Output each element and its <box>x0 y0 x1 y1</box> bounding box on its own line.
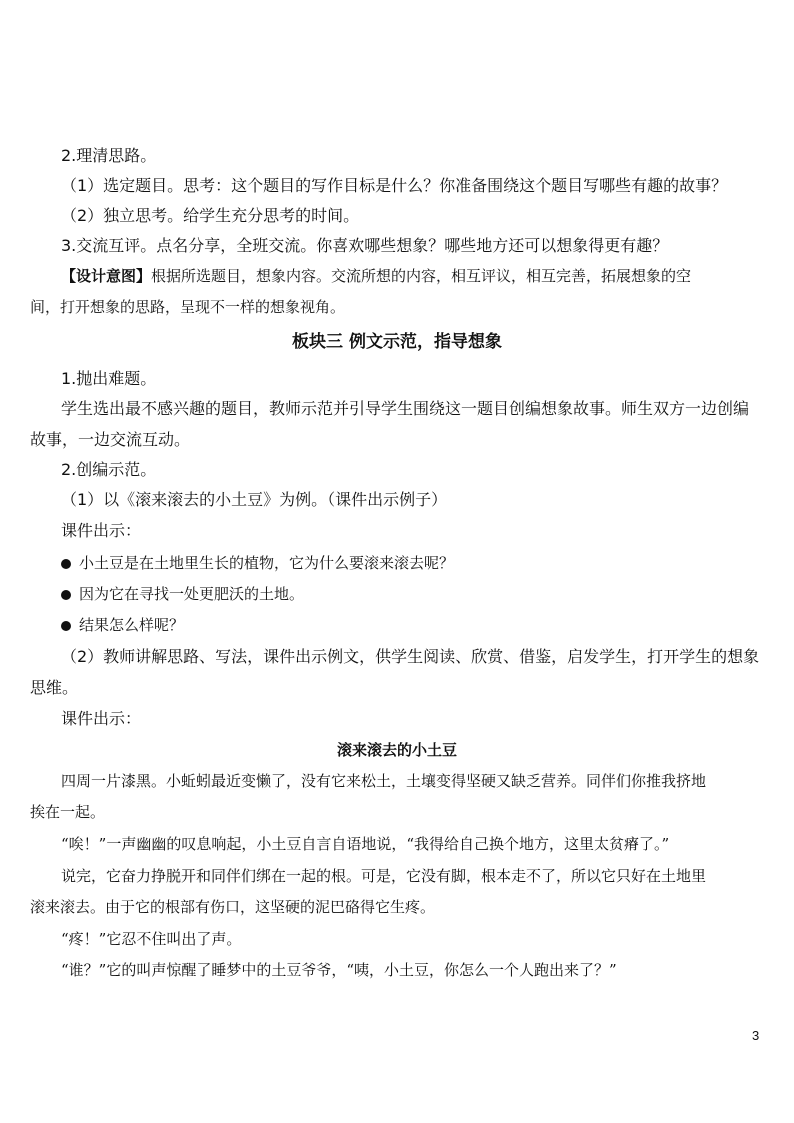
design-intent-line-1 <box>61 266 691 286</box>
story-paragraph-1-line-1: 四周一片漆黑。小蚯蚓最近变懒了，没有它来松土，土壤变得坚硬又缺乏营养。同伴们你推我挤地 <box>61 772 707 790</box>
bullet-item <box>61 584 304 604</box>
story-paragraph-2: “唉！”一声幽幽的叹息响起，小土豆自言自语地说，“我得给自己换个地方，这里太贫瘠了。” <box>61 835 670 853</box>
section-heading: 板块三 例文示范，指导想象 <box>292 332 502 352</box>
story-paragraph-4: “疼！”它忍不住叫出了声。 <box>61 930 242 948</box>
sub-step-2-text: （2）独立思考。给学生充分思考的时间。 <box>61 206 360 225</box>
bullet-text: 因为它在寻找一处更肥沃的土地。 <box>79 585 305 603</box>
bullet-icon <box>61 590 71 600</box>
bullet-icon <box>61 559 71 569</box>
design-intent-label: 【设计意图】 <box>61 267 152 285</box>
story-paragraph-5: “谁？”它的叫声惊醒了睡梦中的土豆爷爷，“咦，小土豆，你怎么一个人跑出来了？” <box>61 961 617 979</box>
step-3-text: 3.交流互评。点名分享，全班交流。你喜欢哪些想象？哪些地方还可以想象得更有趣？ <box>61 236 669 255</box>
bullet-icon <box>61 621 71 631</box>
story-paragraph-3-line-2: 滚来滚去。由于它的根部有伤口，这坚硬的泥巴硌得它生疼。 <box>30 898 436 916</box>
example-sub-2-line-1: （2）教师讲解思路、写法，课件出示例文，供学生阅读、欣赏、借鉴，启发学生，打开学生的想象 <box>61 647 760 666</box>
example-sub-1-text: （1）以《滚来滚去的小土豆》为例。（课件出示例子） <box>61 490 448 509</box>
sub-step-1-text: （1）选定题目。思考：这个题目的写作目标是什么？你准备围绕这个题目写哪些有趣的故事？ <box>61 176 728 195</box>
courseware-label-2: 课件出示： <box>61 709 142 728</box>
page-number: 3 <box>752 1028 760 1043</box>
step-1-text: 1.抛出难题。 <box>61 369 157 388</box>
bullet-text: 结果怎么样呢？ <box>79 616 185 634</box>
bullet-text: 小土豆是在土地里生长的植物，它为什么要滚来滚去呢？ <box>79 554 455 572</box>
step-2-text: 2.理清思路。 <box>61 146 157 165</box>
paragraph-1-line-1: 学生选出最不感兴趣的题目，教师示范并引导学生围绕这一题目创编想象故事。师生双方一边创编 <box>61 399 750 418</box>
design-intent-line-2: 间，打开想象的思路，呈现不一样的想象视角。 <box>30 298 346 316</box>
paragraph-1-line-2: 故事，一边交流互动。 <box>30 430 191 449</box>
bullet-item <box>61 553 454 573</box>
story-paragraph-3-line-1: 说完，它奋力挣脱开和同伴们绑在一起的根。可是，它没有脚，根本走不了，所以它只好在土地里 <box>61 867 707 885</box>
story-paragraph-1-line-2: 挨在一起。 <box>30 803 106 821</box>
courseware-label-1: 课件出示： <box>61 521 142 540</box>
example-sub-2-line-2: 思维。 <box>30 678 79 697</box>
design-intent-text: 根据所选题目，想象内容。交流所想的内容，相互评议，相互完善，拓展想象的空 <box>151 267 692 285</box>
step-2-text: 2.创编示范。 <box>61 460 157 479</box>
bullet-item <box>61 615 184 635</box>
story-title: 滚来滚去的小土豆 <box>336 741 457 759</box>
